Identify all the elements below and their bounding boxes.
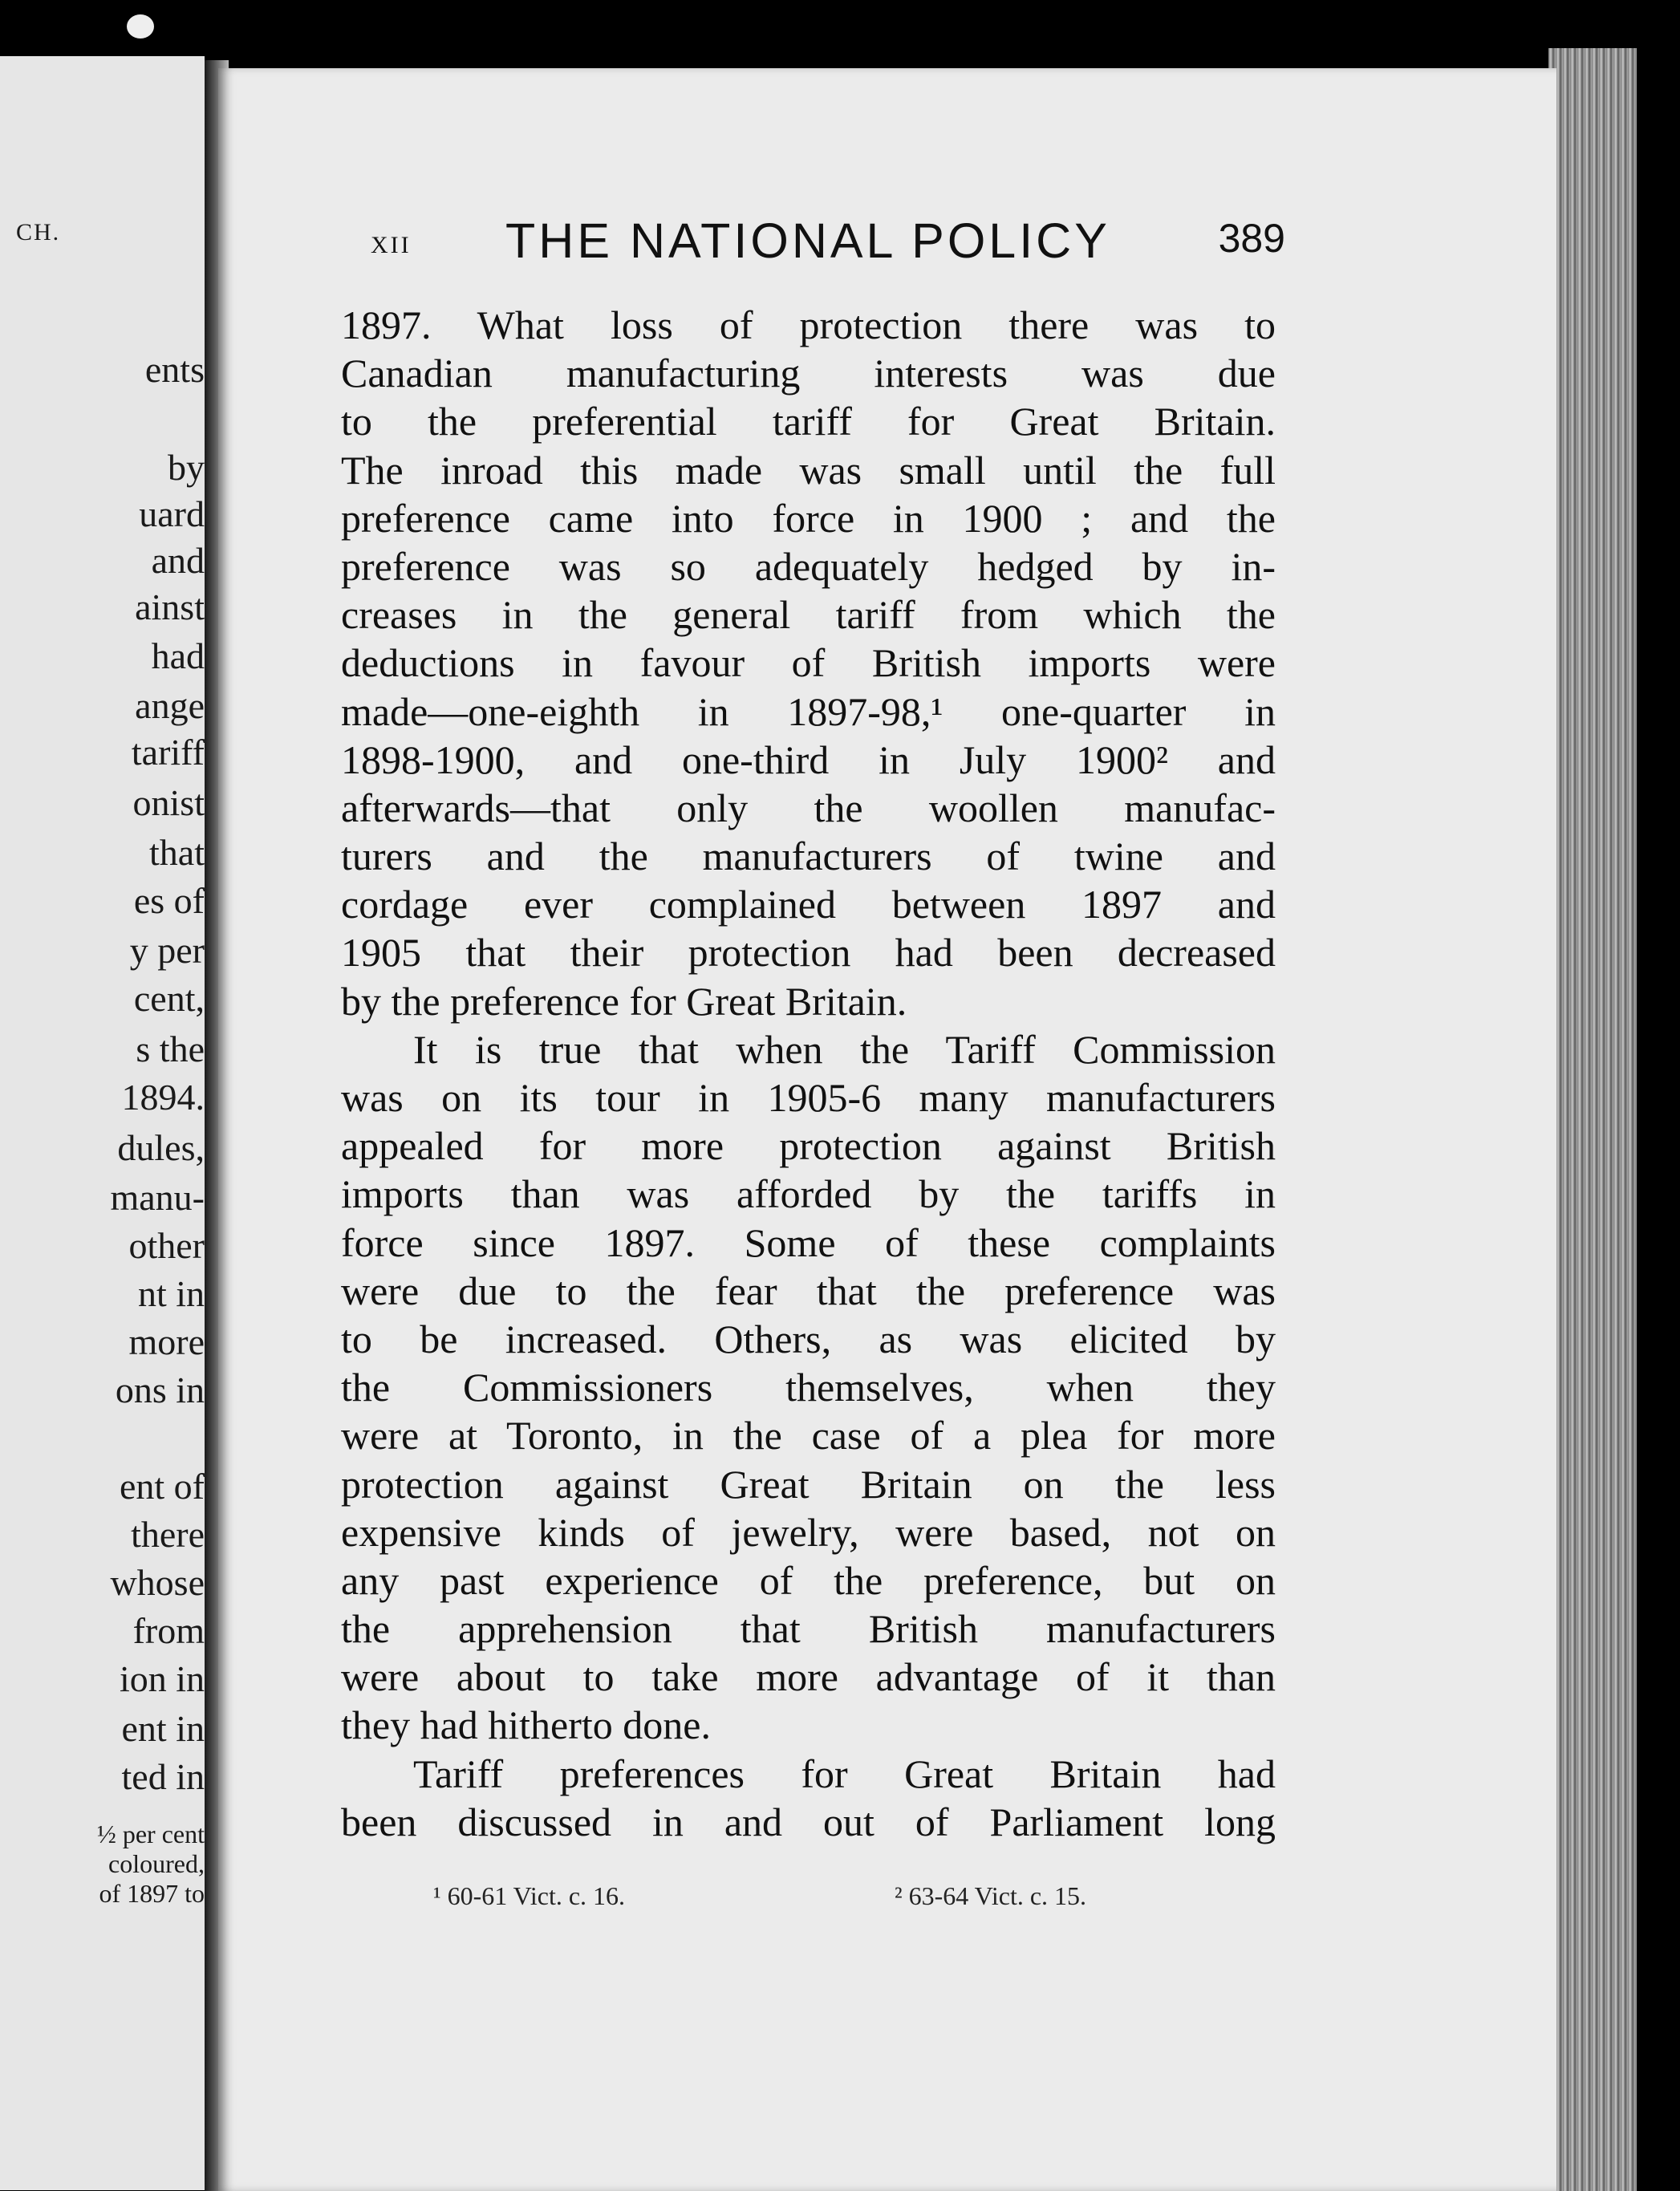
- left-page-fragment: tariff: [131, 732, 205, 773]
- left-page-fragment: ons in: [115, 1369, 205, 1410]
- text-line: been discussed in and out of Parliament long: [341, 1799, 1276, 1844]
- text-line: any past experience of the preference, but on: [341, 1557, 1276, 1603]
- text-line: the Commissioners themselves, when they: [341, 1365, 1276, 1410]
- text-line: to the preferential tariff for Great Britain.: [341, 399, 1276, 444]
- left-page-fragment: had: [151, 635, 205, 676]
- text-line: afterwards—that only the woollen manufac-: [341, 785, 1276, 830]
- text-line: expensive kinds of jewelry, were based, not on: [341, 1509, 1276, 1555]
- left-page-fragment: dules,: [117, 1127, 205, 1168]
- text-line: appealed for more protection against British: [341, 1123, 1276, 1169]
- left-page-fragment: ted in: [121, 1756, 205, 1797]
- text-line: was on its tour in 1905-6 many manufacturers: [341, 1075, 1276, 1120]
- text-line: they had hitherto done.: [341, 1702, 711, 1748]
- left-page-fragment: cent,: [133, 978, 205, 1019]
- text-line: were about to take more advantage of it than: [341, 1654, 1276, 1700]
- footnote-1: ¹ 60-61 Vict. c. 16.: [433, 1881, 626, 1910]
- text-line: turers and the manufacturers of twine and: [341, 834, 1276, 879]
- text-line: the apprehension that British manufacturers: [341, 1606, 1276, 1652]
- left-page-fragment: there: [131, 1514, 205, 1555]
- left-page-fragment: manu-: [110, 1177, 205, 1218]
- left-page-fragment: and: [151, 540, 205, 581]
- left-page-fragment: ainst: [135, 586, 205, 627]
- footnote-2: ² 63-64 Vict. c. 15.: [895, 1881, 1087, 1910]
- text-line: imports than was afforded by the tariffs in: [341, 1171, 1276, 1217]
- left-page-fragment: that: [149, 832, 205, 873]
- page-number: 389: [1218, 216, 1285, 261]
- body-text: [341, 301, 1276, 1846]
- left-page-fragment: coloured,: [108, 1849, 205, 1878]
- left-page-fragment: other: [128, 1225, 205, 1266]
- text-line: Canadian manufacturing interests was due: [341, 351, 1276, 396]
- left-page-fragment: from: [132, 1610, 205, 1651]
- scan-speck: [127, 14, 154, 39]
- left-page-fragment: of 1897 to: [99, 1879, 205, 1908]
- text-line: to be increased. Others, as was elicited by: [341, 1316, 1276, 1361]
- text-line: creases in the general tariff from which the: [341, 592, 1276, 638]
- left-facing-page: [0, 56, 205, 2190]
- text-line: preference was so adequately hedged by in-: [341, 543, 1276, 589]
- left-page-fragment: es of: [133, 880, 205, 921]
- running-head: [371, 213, 1285, 277]
- text-line: deductions in favour of British imports were: [341, 640, 1276, 686]
- text-line: 1897. What loss of protection there was to: [341, 302, 1276, 347]
- left-page-fragment: ion in: [119, 1658, 205, 1699]
- text-line: made—one-eighth in 1897-98,¹ one-quarter in: [341, 688, 1276, 734]
- page-edge-stack: [1548, 48, 1637, 2191]
- text-line: 1905 that their protection had been decreased: [341, 930, 1276, 976]
- text-line: Tariff preferences for Great Britain had: [413, 1751, 1276, 1796]
- left-page-fragment: ent in: [121, 1708, 205, 1749]
- text-line: by the preference for Great Britain.: [341, 978, 907, 1024]
- text-line: force since 1897. Some of these complaints: [341, 1219, 1276, 1265]
- left-page-fragment: onist: [132, 782, 205, 823]
- left-page-fragment: by: [168, 447, 205, 488]
- text-line: preference came into force in 1900 ; and the: [341, 495, 1276, 541]
- left-page-fragment: y per: [129, 930, 205, 971]
- left-page-fragment: ents: [144, 349, 205, 390]
- left-page-fragment: ent of: [119, 1466, 205, 1507]
- text-line: were at Toronto, in the case of a plea for more: [341, 1413, 1276, 1459]
- left-page-fragment: s the: [136, 1029, 205, 1069]
- text-line: cordage ever complained between 1897 and: [341, 882, 1276, 927]
- left-page-chapter-marker: CH.: [16, 219, 61, 245]
- running-title: THE NATIONAL POLICY: [505, 213, 1110, 268]
- text-line: The inroad this made was small until the full: [341, 447, 1276, 493]
- left-page-fragment: 1894.: [121, 1077, 205, 1118]
- left-page-fragment: ange: [135, 685, 205, 726]
- text-line: 1898-1900, and one-third in July 1900² and: [341, 736, 1276, 782]
- left-page-fragment: nt in: [137, 1273, 205, 1314]
- text-line: protection against Great Britain on the less: [341, 1461, 1276, 1507]
- left-page-fragment: whose: [110, 1562, 205, 1603]
- left-page-fragment: ½ per cent: [96, 1820, 205, 1848]
- chapter-number: XII: [371, 232, 412, 258]
- left-page-fragment: more: [128, 1321, 205, 1362]
- left-page-fragment: uard: [139, 493, 205, 534]
- text-line: were due to the fear that the preference was: [341, 1268, 1276, 1313]
- text-line: It is true that when the Tariff Commission: [413, 1026, 1276, 1072]
